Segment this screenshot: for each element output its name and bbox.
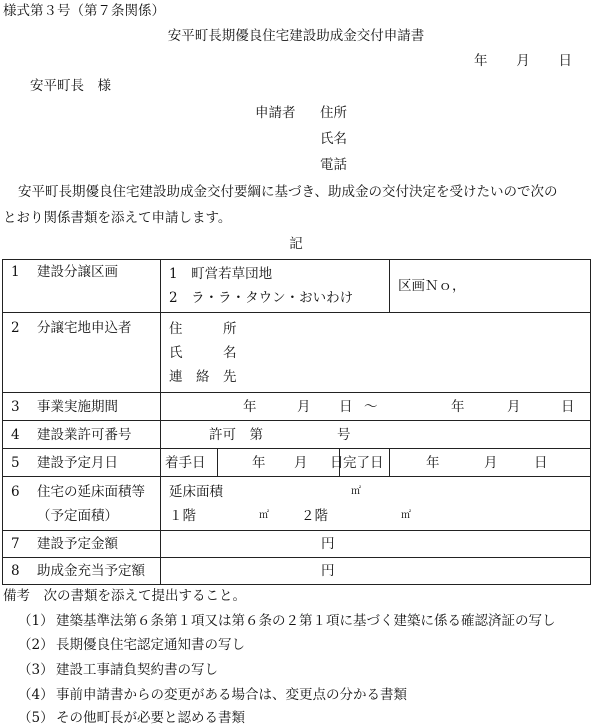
sqm-unit: ㎡ xyxy=(401,509,411,521)
row-label: 5 建設予定月日 xyxy=(3,449,161,477)
body-text-line2: とおり関係書類を添えて申請します。 xyxy=(3,210,232,226)
table-row xyxy=(3,558,591,585)
list-item: （2） 長期優良住宅認定通知書の写し xyxy=(18,637,245,653)
end-date: 年 月 日 xyxy=(390,449,591,477)
list-item: （5） その他町長が必要と認める書類 xyxy=(18,710,245,726)
document-title: 安平町長期優良住宅建設助成金交付申請書 xyxy=(167,28,425,44)
addressee: 安平町長 様 xyxy=(30,78,111,94)
applicant-label: 申請者 xyxy=(255,105,296,121)
table-row xyxy=(3,531,591,558)
lot-options xyxy=(161,260,390,313)
applicant-name-label: 氏名 xyxy=(320,131,347,147)
table-row xyxy=(3,421,591,449)
application-table xyxy=(2,259,591,585)
applicant-address-label: 住所 xyxy=(320,105,347,121)
date-year: 年 xyxy=(474,53,488,69)
table-row xyxy=(3,393,591,421)
table-row xyxy=(3,449,591,477)
sqm-unit: ㎡ xyxy=(259,509,269,521)
first-floor-label: １階 xyxy=(169,507,196,524)
list-item: （1） 建築基準法第６条第１項又は第６条の２第１項に基づく建築に係る確認済証の写し xyxy=(18,613,556,629)
subsidy-amount: 円 xyxy=(161,558,591,585)
land-applicant-contact: 連 絡 先 xyxy=(169,368,237,385)
form-number: 様式第３号（第７条関係） xyxy=(3,3,165,19)
lot-option-2: 2 ラ・ラ・タウン・おいわけ xyxy=(169,290,354,306)
table-row xyxy=(3,313,591,393)
row-label: 1 建設分譲区画 xyxy=(3,260,161,313)
table-row xyxy=(3,260,591,313)
permit-number: 許可 第 号 xyxy=(161,421,591,449)
notes-heading: 備考 次の書類を添えて提出すること。 xyxy=(3,588,246,604)
list-item: （3） 建設工事請負契約書の写し xyxy=(18,662,218,678)
start-date: 年 月 日 xyxy=(218,449,340,477)
land-applicant-fields xyxy=(161,313,591,393)
submission-date xyxy=(474,52,572,70)
body-text-line1: 安平町長期優良住宅建設助成金交付要綱に基づき、助成金の交付決定を受けたいので次の xyxy=(18,184,558,200)
lot-number-field: 区画Ｎｏ， xyxy=(390,260,591,313)
land-applicant-name: 氏 名 xyxy=(169,344,237,361)
land-applicant-address: 住 所 xyxy=(169,320,237,337)
list-item: （4） 事前申請書からの変更がある場合は、変更点の分かる書類 xyxy=(18,687,407,703)
second-floor-label: ２階 xyxy=(301,507,328,524)
date-month: 月 xyxy=(516,53,530,69)
project-period: 年 月 日 ～ 年 月 日 xyxy=(161,393,591,421)
row-label: 6 住宅の延床面積等 （予定面積） xyxy=(3,477,161,531)
date-day: 日 xyxy=(558,53,572,69)
row-label: 3 事業実施期間 xyxy=(3,393,161,421)
lot-option-1: 1 町営若草団地 xyxy=(169,266,273,282)
row-label: 8 助成金充当予定額 xyxy=(3,558,161,585)
row-label: 4 建設業許可番号 xyxy=(3,421,161,449)
table-row xyxy=(3,477,591,531)
floor-area xyxy=(161,477,591,531)
end-date-label: 完了日 xyxy=(340,449,390,477)
start-date-label: 着手日 xyxy=(161,449,218,477)
ki-heading: 記 xyxy=(289,236,303,252)
applicant-phone-label: 電話 xyxy=(320,157,347,173)
total-floor-area-label: 延床面積 xyxy=(169,483,223,500)
row-label: 7 建設予定金額 xyxy=(3,531,161,558)
row-label: 2 分譲宅地申込者 xyxy=(3,313,161,393)
sqm-unit: ㎡ xyxy=(351,485,361,497)
construction-cost: 円 xyxy=(161,531,591,558)
